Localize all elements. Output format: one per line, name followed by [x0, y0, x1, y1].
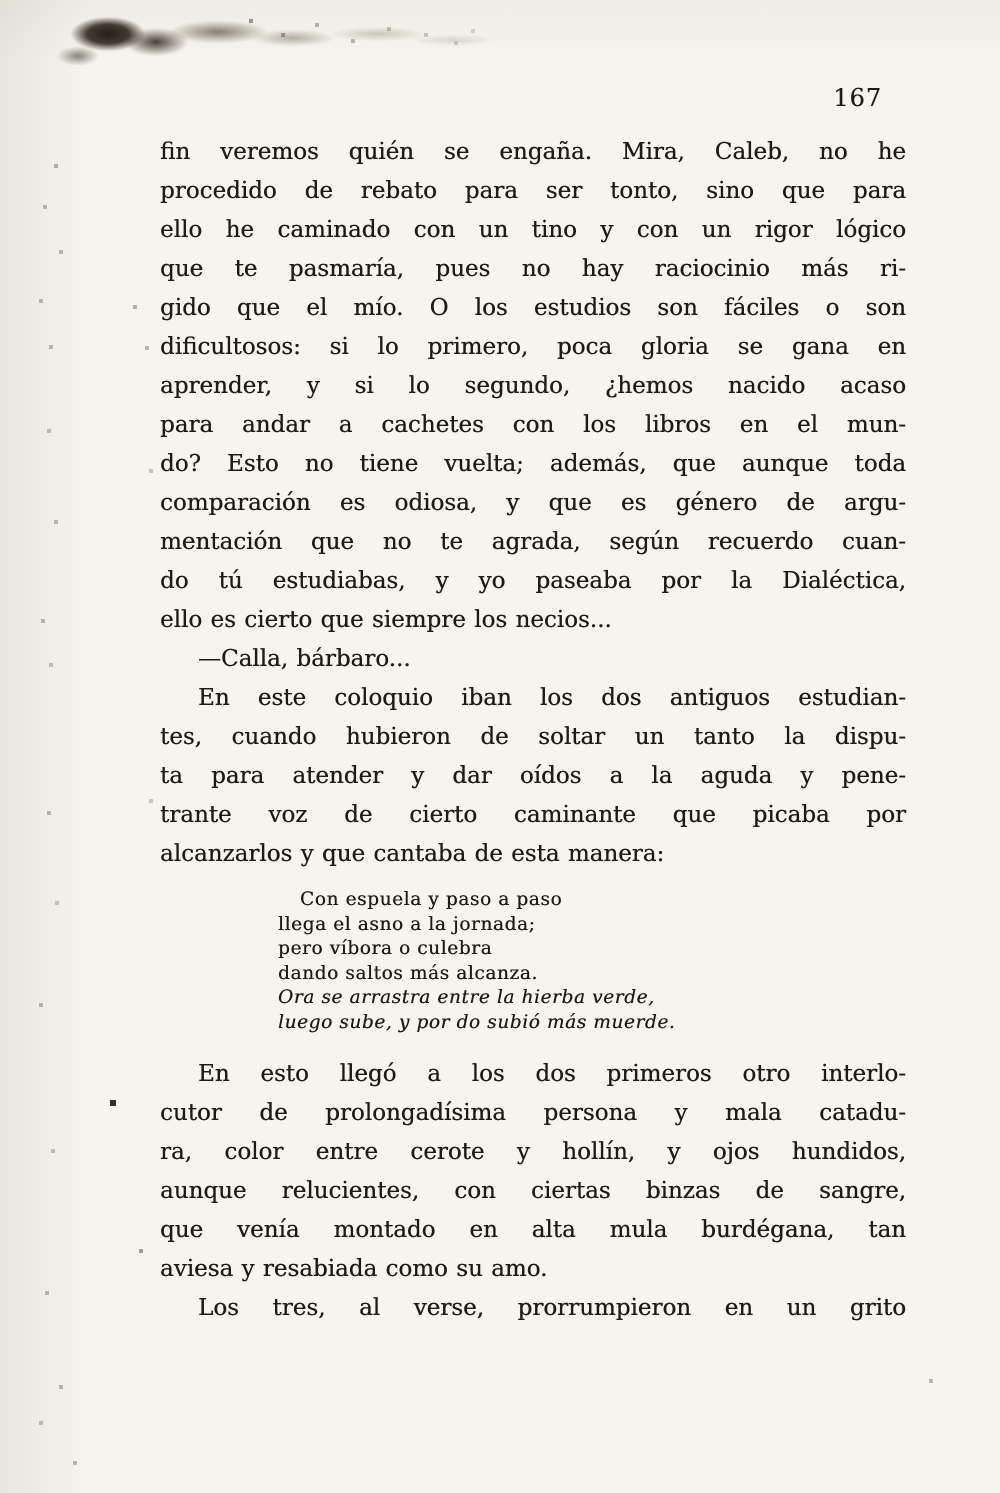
text-line: aprender, y si lo segundo, ¿hemos nacido acaso	[160, 373, 906, 399]
text-line: trante voz de cierto caminante que picaba por	[160, 802, 906, 828]
scan-speckles	[0, 0, 2, 2]
text-line: que te pasmaría, pues no hay raciocinio más ri-	[160, 256, 906, 282]
verse-line: pero víbora o culebra	[278, 938, 493, 959]
text-line: gido que el mío. O los estudios son fáciles o son	[160, 295, 906, 321]
text-line: procedido de rebato para ser tonto, sino que para	[160, 178, 906, 204]
text-line: ra, color entre cerote y hollín, y ojos hundidos,	[160, 1139, 906, 1165]
text-line: mentación que no te agrada, según recuerdo cuan-	[160, 529, 906, 555]
text-line: aunque relucientes, con ciertas binzas de sangre,	[160, 1178, 906, 1204]
paragraph	[160, 640, 906, 679]
page-number: 167	[833, 84, 882, 112]
text-line: para andar a cachetes con los libros en el mun-	[160, 412, 906, 438]
text-line: comparación es odiosa, y que es género de argu-	[160, 490, 906, 516]
text-line: tes, cuando hubieron de soltar un tanto la dispu-	[160, 724, 906, 750]
text-line: dificultosos: si lo primero, poca gloria se gana en	[160, 334, 906, 360]
text-line: cutor de prolongadísima persona y mala catadu-	[160, 1100, 906, 1126]
verse-line: llega el asno a la jornada;	[278, 913, 536, 935]
text-block	[160, 133, 906, 1328]
text-line: do? Esto no tiene vuelta; además, que aunque toda	[160, 451, 906, 477]
paragraph	[160, 1055, 906, 1289]
verse-line: Con espuela y paso a paso	[300, 889, 563, 910]
text-line: ello es cierto que siempre los necios...	[160, 607, 612, 633]
text-line: En esto llegó a los dos primeros otro interlo-	[198, 1061, 906, 1087]
text-line: alcanzarlos y que cantaba de esta manera:	[160, 841, 665, 867]
verse-block	[160, 888, 906, 1035]
text-line: En este coloquio iban los dos antiguos estudian-	[198, 685, 906, 711]
smudge-dot-trail	[0, 0, 2, 2]
text-line: fin veremos quién se engaña. Mira, Caleb, no he	[160, 139, 906, 165]
verse-line: Ora se arrastra entre la hierba verde,	[278, 987, 655, 1008]
ink-smudge-artifact	[38, 4, 498, 82]
text-line: Los tres, al verse, prorrumpieron en un grito	[198, 1295, 906, 1321]
paragraph	[160, 679, 906, 874]
paragraph	[160, 133, 906, 640]
text-line: ello he caminado con un tino y con un rigor lógico	[160, 217, 906, 243]
text-line: que venía montado en alta mula burdégana, tan	[160, 1217, 906, 1243]
text-line: do tú estudiabas, y yo paseaba por la Dialéctica,	[160, 568, 906, 594]
text-line: —Calla, bárbaro...	[198, 646, 411, 672]
verse-line: luego sube, y por do subió más muerde.	[278, 1011, 676, 1033]
verse-line: dando saltos más alcanza.	[278, 962, 538, 984]
paragraph	[160, 1289, 906, 1328]
text-line: aviesa y resabiada como su amo.	[160, 1256, 548, 1282]
text-line: ta para atender y dar oídos a la aguda y pene-	[160, 763, 906, 789]
